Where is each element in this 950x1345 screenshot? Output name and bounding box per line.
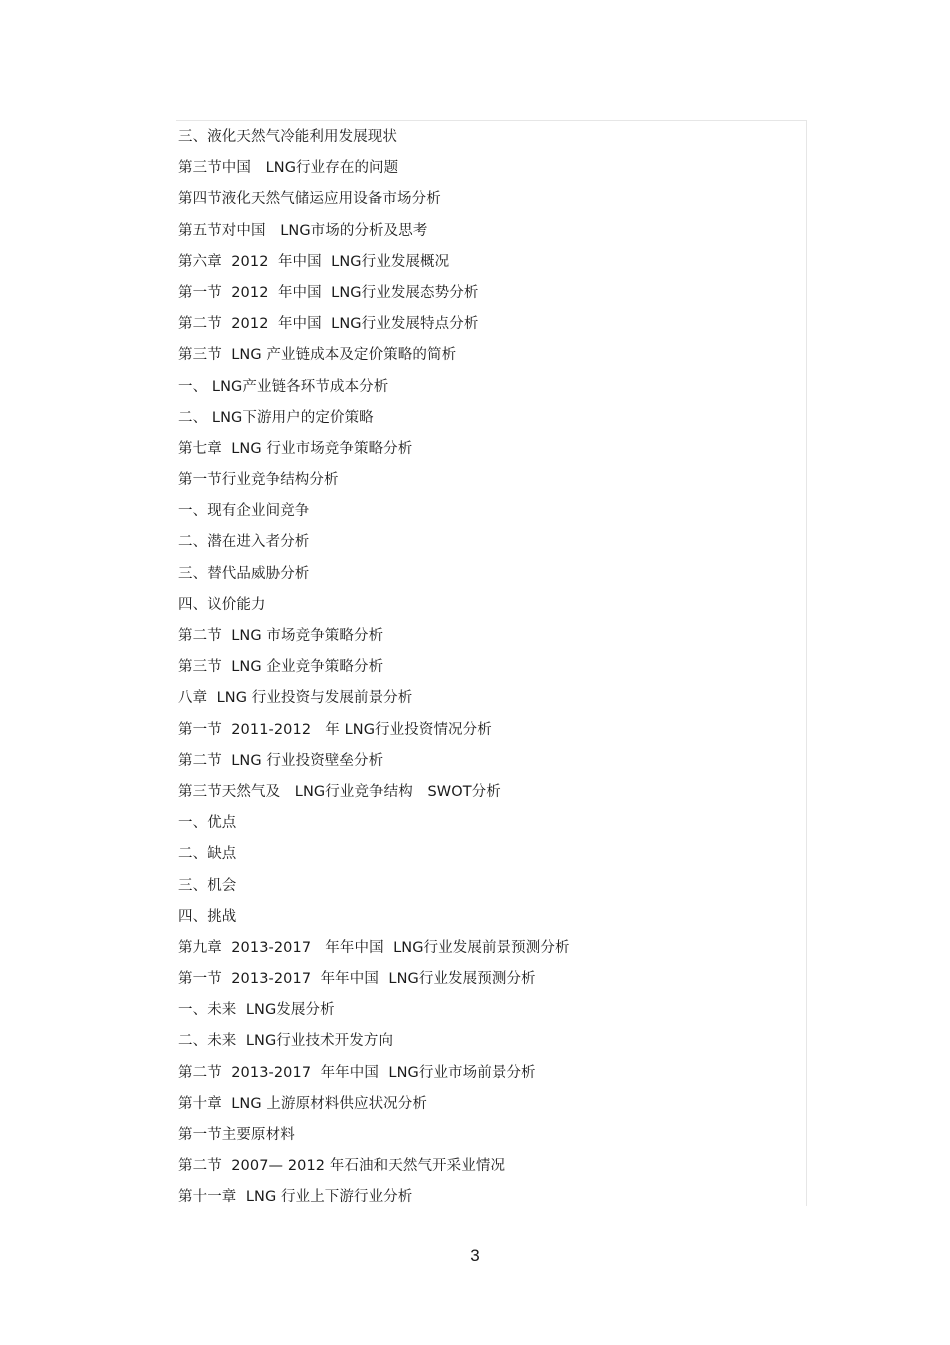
toc-line: 第十章 LNG 上游原材料供应状况分析 xyxy=(178,1095,427,1112)
toc-line: 二、缺点 xyxy=(178,846,237,863)
toc-line: 第二节 2007— 2012 年石油和天然气开采业情况 xyxy=(178,1158,506,1175)
toc-line: 第三节中国 LNG行业存在的问题 xyxy=(178,160,399,177)
toc-line: 第三节 LNG 企业竞争策略分析 xyxy=(178,659,384,676)
toc-line: 四、挑战 xyxy=(178,908,237,925)
toc-line: 第二节 LNG 市场竞争策略分析 xyxy=(178,628,384,644)
toc-line: 第六章 2012 年中国 LNG行业发展概况 xyxy=(178,253,450,270)
toc-line: 第十一章 LNG 行业上下游行业分析 xyxy=(178,1189,413,1206)
toc-line: 第七章 LNG 行业市场竞争策略分析 xyxy=(178,440,413,457)
toc-line: 第四节液化天然气储运应用设备市场分析 xyxy=(178,191,441,208)
toc-line: 三、机会 xyxy=(178,877,237,894)
toc-line: 第一节 2013-2017 年年中国 LNG行业发展预测分析 xyxy=(178,971,536,988)
toc-line: 第三节天然气及 LNG行业竞争结构 SWOT分析 xyxy=(178,783,501,800)
page-number: 3 xyxy=(470,1246,480,1265)
toc-line: 第一节主要原材料 xyxy=(178,1127,295,1143)
table-of-contents xyxy=(178,122,798,1214)
toc-line: 四、议价能力 xyxy=(178,596,266,613)
toc-line: 三、替代品威胁分析 xyxy=(178,565,310,582)
toc-line: 二、 LNG下游用户的定价策略 xyxy=(178,409,374,426)
toc-line: 一、 LNG产业链各环节成本分析 xyxy=(178,378,389,395)
toc-line: 第三节 LNG 产业链成本及定价策略的简析 xyxy=(178,347,457,364)
toc-line: 二、未来 LNG行业技术开发方向 xyxy=(178,1033,394,1050)
toc-line: 八章 LNG 行业投资与发展前景分析 xyxy=(178,690,413,707)
toc-line: 第一节 2011-2012 年 LNG行业投资情况分析 xyxy=(178,721,492,738)
toc-line: 第二节 LNG 行业投资壁垒分析 xyxy=(178,752,384,769)
toc-line: 一、现有企业间竞争 xyxy=(178,503,310,520)
toc-line: 第九章 2013-2017 年年中国 LNG行业发展前景预测分析 xyxy=(178,939,570,956)
toc-line: 二、潜在进入者分析 xyxy=(178,534,310,551)
toc-line: 第一节行业竞争结构分析 xyxy=(178,472,339,489)
toc-line: 第二节 2013-2017 年年中国 LNG行业市场前景分析 xyxy=(178,1064,536,1081)
toc-line: 一、未来 LNG发展分析 xyxy=(178,1002,335,1019)
toc-line: 第二节 2012 年中国 LNG行业发展特点分析 xyxy=(178,316,479,333)
toc-line: 三、液化天然气冷能利用发展现状 xyxy=(178,129,397,145)
toc-line: 第五节对中国 LNG市场的分析及思考 xyxy=(178,222,428,239)
toc-line: 第一节 2012 年中国 LNG行业发展态势分析 xyxy=(178,284,479,301)
toc-line: 一、优点 xyxy=(178,815,237,832)
